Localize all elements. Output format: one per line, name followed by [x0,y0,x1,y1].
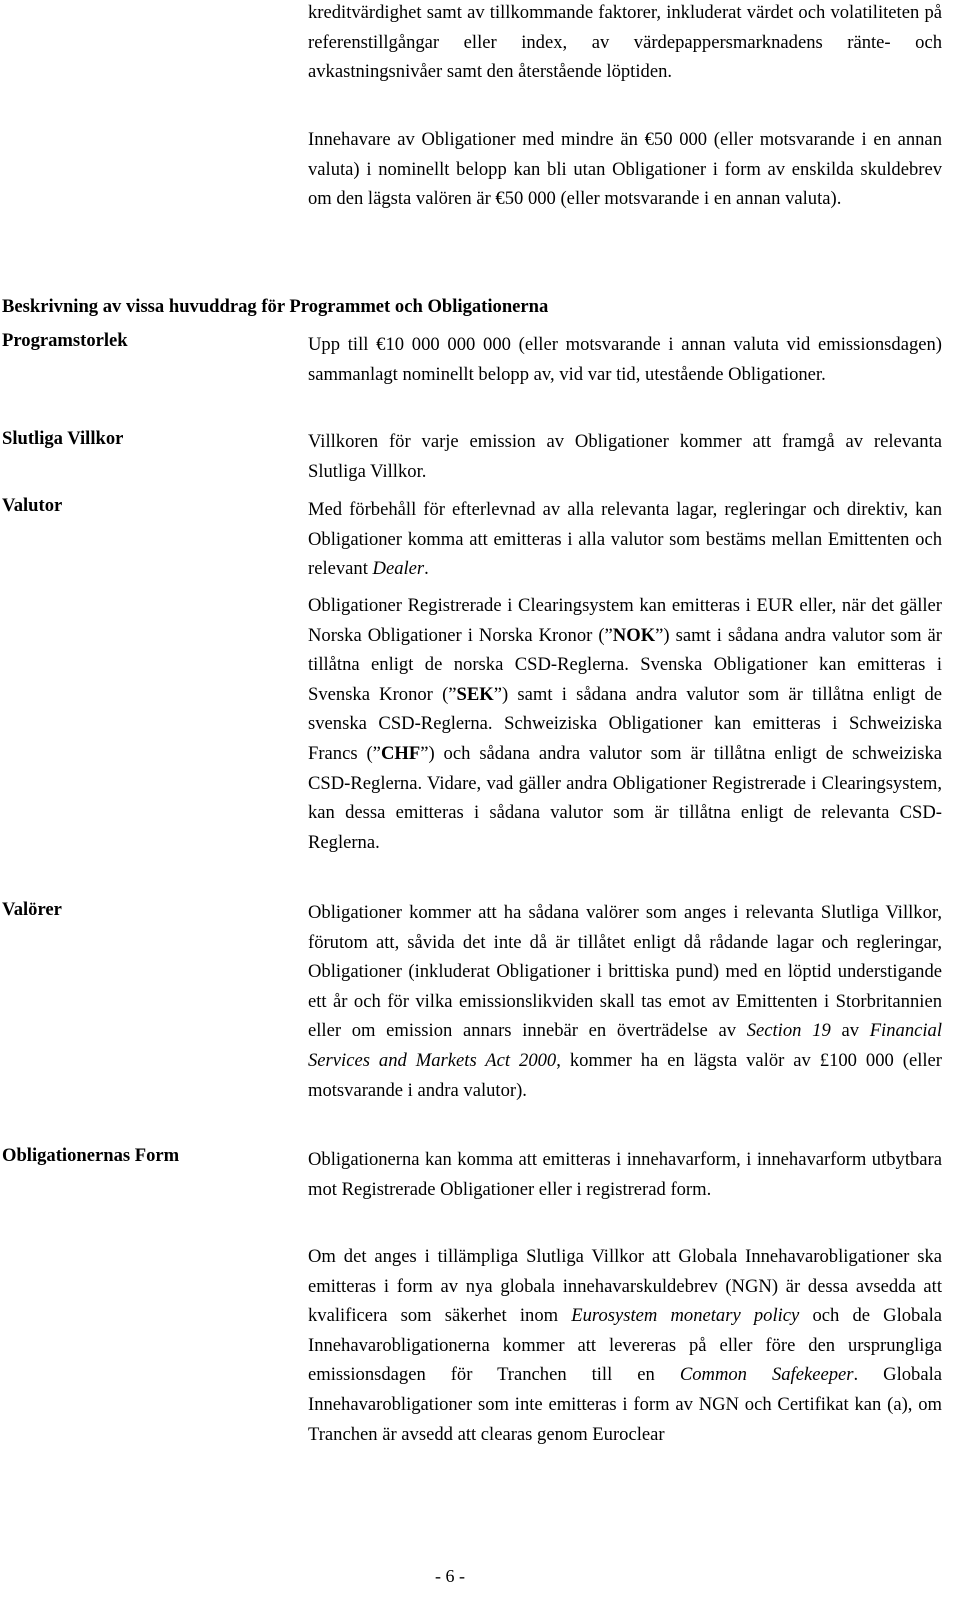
label-slutliga-villkor: Slutliga Villkor [2,428,124,449]
section-heading: Beskrivning av vissa huvuddrag för Programmet och Obligationerna [2,296,549,317]
valutor-p2-b: ”) samt i sådana andra valutor som är tillåtna enligt de norska CSD-Reglerna. Svenska Obligationer kan emitteras i Svenska Kronor (” [308,624,942,705]
valorer-c: , kommer ha en lägsta valör av £100 000 (eller motsvarande i andra valutor). [308,1049,942,1101]
text-valutor-1 [308,495,942,584]
valutor-p1-end: . [424,558,429,580]
valutor-p2-d: ”) och sådana andra valutor som är tillåtna enligt de schweiziska CSD-Reglerna. Vidare, vad gäller andra Obligationer Registrerade i Clearingsystem, kan dessa emitteras i sådana valutor som är tillåtna enligt de relevanta CSD-Reglerna. [308,742,942,853]
chf-term: CHF [380,742,421,764]
label-valorer: Valörer [2,899,62,920]
valorer-a: Obligationer kommer att ha sådana valörer som anges i relevanta Slutliga Villkor, förutom att, såvida det inte då är tillåtet enligt då rådande lagar och regleringar, Obligationer (inkluderat Obligationer i brittiska pund) med en löptid understigande ett år och för vilka emissionslikviden skall tas emot av Emittenten i Storbritannien eller om emission annars innebär en överträdelse av [308,902,942,1042]
form-p2-c: . Globala Innehavarobligationer som inte emitteras i form av NGN och Certifikat kan (a), om Tranchen är avsedd att clearas genom Euroclear [308,1364,943,1445]
valutor-p2-a: Obligationer Registrerade i Clearingsystem kan emitteras i EUR eller, när det gäller Norska Obligationer i Norska Kronor (” [308,595,942,646]
fsma-term: Financial Services and Markets Act 2000 [308,1020,942,1071]
intro-paragraph-2: Innehavare av Obligationer med mindre än €50 000 (eller motsvarande i en annan valuta) i nominellt belopp kan bli utan Obligationer i form av enskilda skuldebrev om den lägsta valören är €50 000 (eller motsvarande i en annan valuta). [308,129,942,210]
text-form-2 [308,1242,942,1449]
section19-term: Section 19 [746,1020,831,1042]
eurosystem-term: Eurosystem monetary policy [571,1305,800,1327]
valutor-p2-c: ”) samt i sådana andra valutor som är tillåtna enligt de svenska CSD-Reglerna. Schweiziska Obligationer kan emitteras i Schweiziska Francs (” [308,683,942,764]
nok-term: NOK [612,624,656,646]
sek-term: SEK [456,683,494,705]
label-obligationernas-form: Obligationernas Form [2,1145,180,1166]
text-valorer [308,898,942,1105]
valutor-p1-text: Med förbehåll för efterlevnad av alla relevanta lagar, regleringar och direktiv, kan Obligationer komma att emitteras i alla valutor som bestäms mellan Emittenten och relevant [308,499,942,580]
form-p2-b: och de Globala Innehavarobligationerna kommer att levereras på eller före den ursprungliga emissionsdagen för Tranchen till en [308,1305,943,1386]
intro-paragraph-1: kreditvärdighet samt av tillkommande faktorer, inkluderat värdet och volatiliteten på referenstillgångar eller index, av värdepappersmarknadens ränte- och avkastningsnivåer samt den återstående löptiden. [308,2,942,83]
dealer-term: Dealer [372,558,425,580]
text-valutor-2 [308,591,942,857]
safekeeper-term: Common Safekeeper [679,1364,854,1386]
text-form-1: Obligationerna kan komma att emitteras i innehavarform, i innehavarform utbytbara mot Registrerade Obligationer eller i registrerad form. [308,1149,942,1200]
label-programstorlek: Programstorlek [2,330,128,351]
valorer-b: av [830,1020,870,1042]
text-programstorlek: Upp till €10 000 000 000 (eller motsvarande i annan valuta vid emissionsdagen) sammanlagt nominellt belopp av, vid var tid, utestående Obligationer. [308,334,942,385]
label-valutor: Valutor [2,495,63,516]
text-slutliga-villkor: Villkoren för varje emission av Obligationer kommer att framgå av relevanta Slutliga Villkor. [308,431,942,482]
page-number: - 6 - [435,1566,465,1586]
form-p2-a: Om det anges i tillämpliga Slutliga Villkor att Globala Innehavarobligationer ska emitteras i form av nya globala innehavarskuldebrev (NGN) är dessa avsedda att kvalificera som säkerhet inom [308,1246,942,1327]
